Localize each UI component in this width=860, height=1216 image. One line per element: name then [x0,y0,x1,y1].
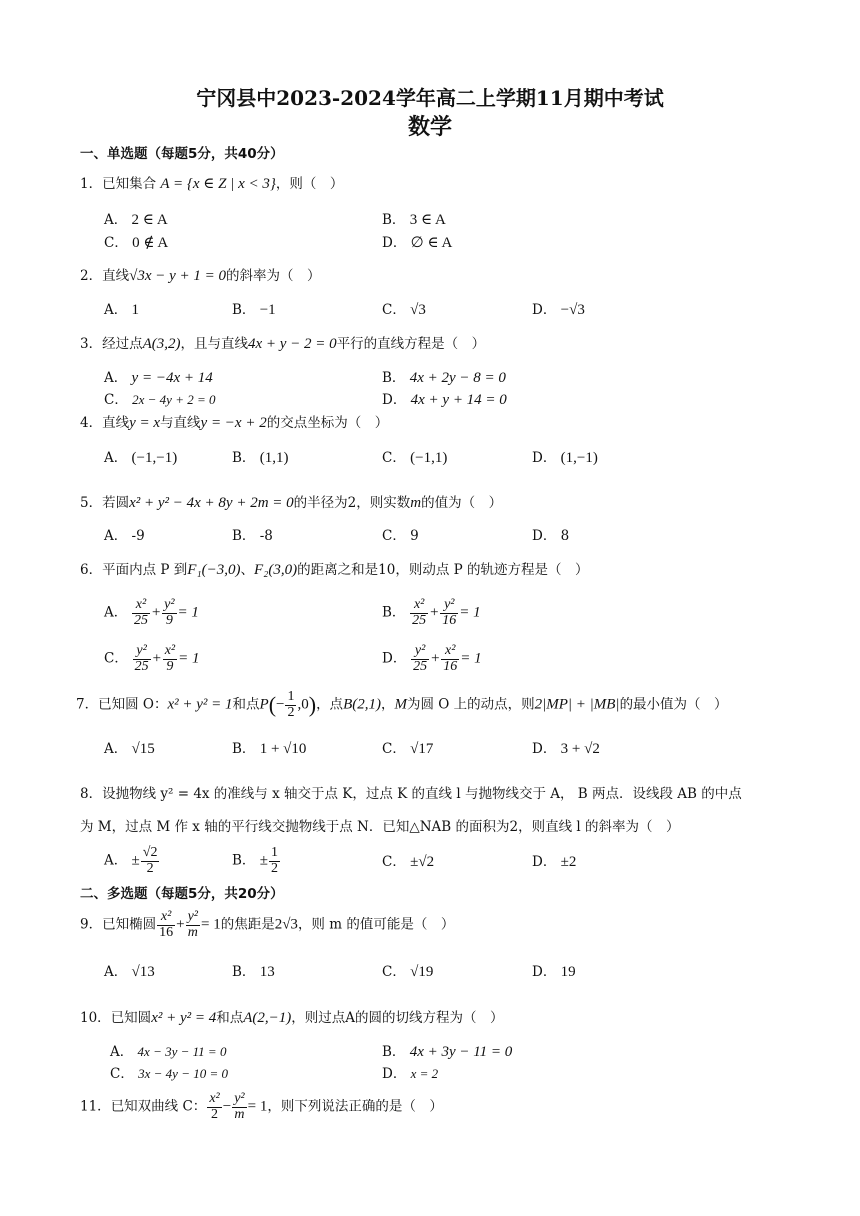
q9-option-c[interactable]: C． √19 [382,964,434,980]
q5-option-d[interactable]: D． 8 [532,528,570,544]
q3-option-d[interactable]: D． 4x + y + 14 = 0 [382,392,507,408]
q6-option-d[interactable]: D． $\frac{\text{y²}}{25}$ + $\frac{\text{x²}}{16}$ = 1 [382,643,482,674]
section-single-choice: 一、单选题（每题5分，共40分） [80,146,284,162]
question-8-line-1: 8．设抛物线 y² = 4x 的准线与 x 轴交于点 K，过点 K 的直线 l 与抛物线交于 A， B 两点．设线段 AB 的中点 [80,786,742,802]
q4-option-a[interactable]: A． (−1,−1) [104,450,178,466]
q10-option-b[interactable]: B． 4x + 3y − 11 = 0 [382,1044,513,1060]
q8-option-c[interactable]: C． ±√2 [382,854,435,870]
q1-option-b[interactable]: B． 3 ∈ A [382,212,446,228]
q2-option-a[interactable]: A． 1 [104,302,140,318]
question-5: 5．若圆x² + y² − 4x + 8y + 2m = 0的半径为2，则实数m的值为（ ） [80,495,503,511]
q3-option-c[interactable]: C． 2x − 4y + 2 = 0 [104,392,216,408]
q7-option-c[interactable]: C． √17 [382,741,434,757]
question-11: 11．已知双曲线 C： $\frac{\text{x²}}{2}$ − $\frac{\text{y²}}{m}$ = 1，则下列说法正确的是（ ） [80,1091,443,1122]
q1-option-d[interactable]: D． ∅ ∈ A [382,235,453,251]
section-multiple-choice: 二、多选题（每题5分，共20分） [80,886,284,902]
q3-option-a[interactable]: A． y = −4x + 14 [104,370,213,386]
q10-option-c[interactable]: C． 3x − 4y − 10 = 0 [110,1066,228,1082]
q5-option-b[interactable]: B． -8 [232,528,273,544]
q9-option-a[interactable]: A． √13 [104,964,155,980]
question-6: 6．平面内点 P 到F₁(−3,0)、F₂(3,0)的距离之和是10，则动点 P 的轨迹方程是（ ） [80,562,589,578]
q8-option-d[interactable]: D． ±2 [532,854,577,870]
q2-option-d[interactable]: D． −√3 [532,302,585,318]
q6-option-b[interactable]: B． $\frac{\text{x²}}{25}$ + $\frac{\text{y²}}{16}$ = 1 [382,597,481,628]
q4-option-c[interactable]: C． (−1,1) [382,450,448,466]
q5-option-c[interactable]: C． 9 [382,528,419,544]
question-8-line-2: 为 M，过点 M 作 x 轴的平行线交抛物线于点 N．已知△NAB 的面积为2，则直线 l 的斜率为（ ） [80,819,680,835]
question-4: 4．直线y = x与直线y = −x + 2的交点坐标为（ ） [80,415,389,431]
q10-option-d[interactable]: D． x = 2 [382,1066,439,1082]
q6-option-c[interactable]: C． $\frac{\text{y²}}{25}$ + $\frac{\text{x²}}{9}$ = 1 [104,643,200,674]
question-7: 7．已知圆 O：x² + y² = 1和点P(− $\frac{1}{2}$ ,0)，点B(2,1)，M为圆 O 上的动点，则2|MP| + |MB|的最小值为（ ） [76,689,728,720]
q1-option-c[interactable]: C． 0 ∉ A [104,235,169,251]
question-9: 9．已知椭圆 $\frac{\text{x²}}{16}$ + $\frac{\text{y²}}{m}$ = 1的焦距是2√3，则 m 的值可能是（ ） [80,909,455,940]
q7-option-a[interactable]: A． √15 [104,741,155,757]
q9-option-b[interactable]: B． 13 [232,964,275,980]
q7-option-b[interactable]: B． 1 + √10 [232,741,307,757]
page-title: 宁冈县中2023-2024学年高二上学期11月期中考试 [196,86,664,110]
question-1: 1．已知集合 A = {x ∈ Z | x < 3}，则（ ） [80,176,344,192]
q4-option-d[interactable]: D． (1,−1) [532,450,598,466]
q5-option-a[interactable]: A． -9 [104,528,145,544]
question-2: 2．直线√3x − y + 1 = 0的斜率为（ ） [80,268,321,284]
set-expression: A = {x ∈ Z | x < 3} [160,176,276,192]
question-10: 10．已知圆x² + y² = 4和点A(2,−1)，则过点A的圆的切线方程为（ ） [80,1010,504,1026]
q8-option-b[interactable]: B． ± $\frac{1}{2}$ [232,845,278,876]
q2-option-c[interactable]: C． √3 [382,302,426,318]
q6-option-a[interactable]: A． $\frac{\text{x²}}{25}$ + $\frac{\text{y²}}{9}$ = 1 [104,597,199,628]
q3-option-b[interactable]: B． 4x + 2y − 8 = 0 [382,370,506,386]
question-3: 3．经过点A(3,2)，且与直线4x + y − 2 = 0平行的直线方程是（ ） [80,336,486,352]
q10-option-a[interactable]: A． 4x − 3y − 11 = 0 [110,1044,227,1060]
q4-option-b[interactable]: B． (1,1) [232,450,289,466]
q7-option-d[interactable]: D． 3 + √2 [532,741,600,757]
q8-option-a[interactable]: A． ± $\frac{√2}{2}$ [104,845,158,876]
subject-title: 数学 [407,114,452,140]
q1-option-a[interactable]: A． 2 ∈ A [104,212,168,228]
q9-option-d[interactable]: D． 19 [532,964,576,980]
q2-option-b[interactable]: B． −1 [232,302,276,318]
